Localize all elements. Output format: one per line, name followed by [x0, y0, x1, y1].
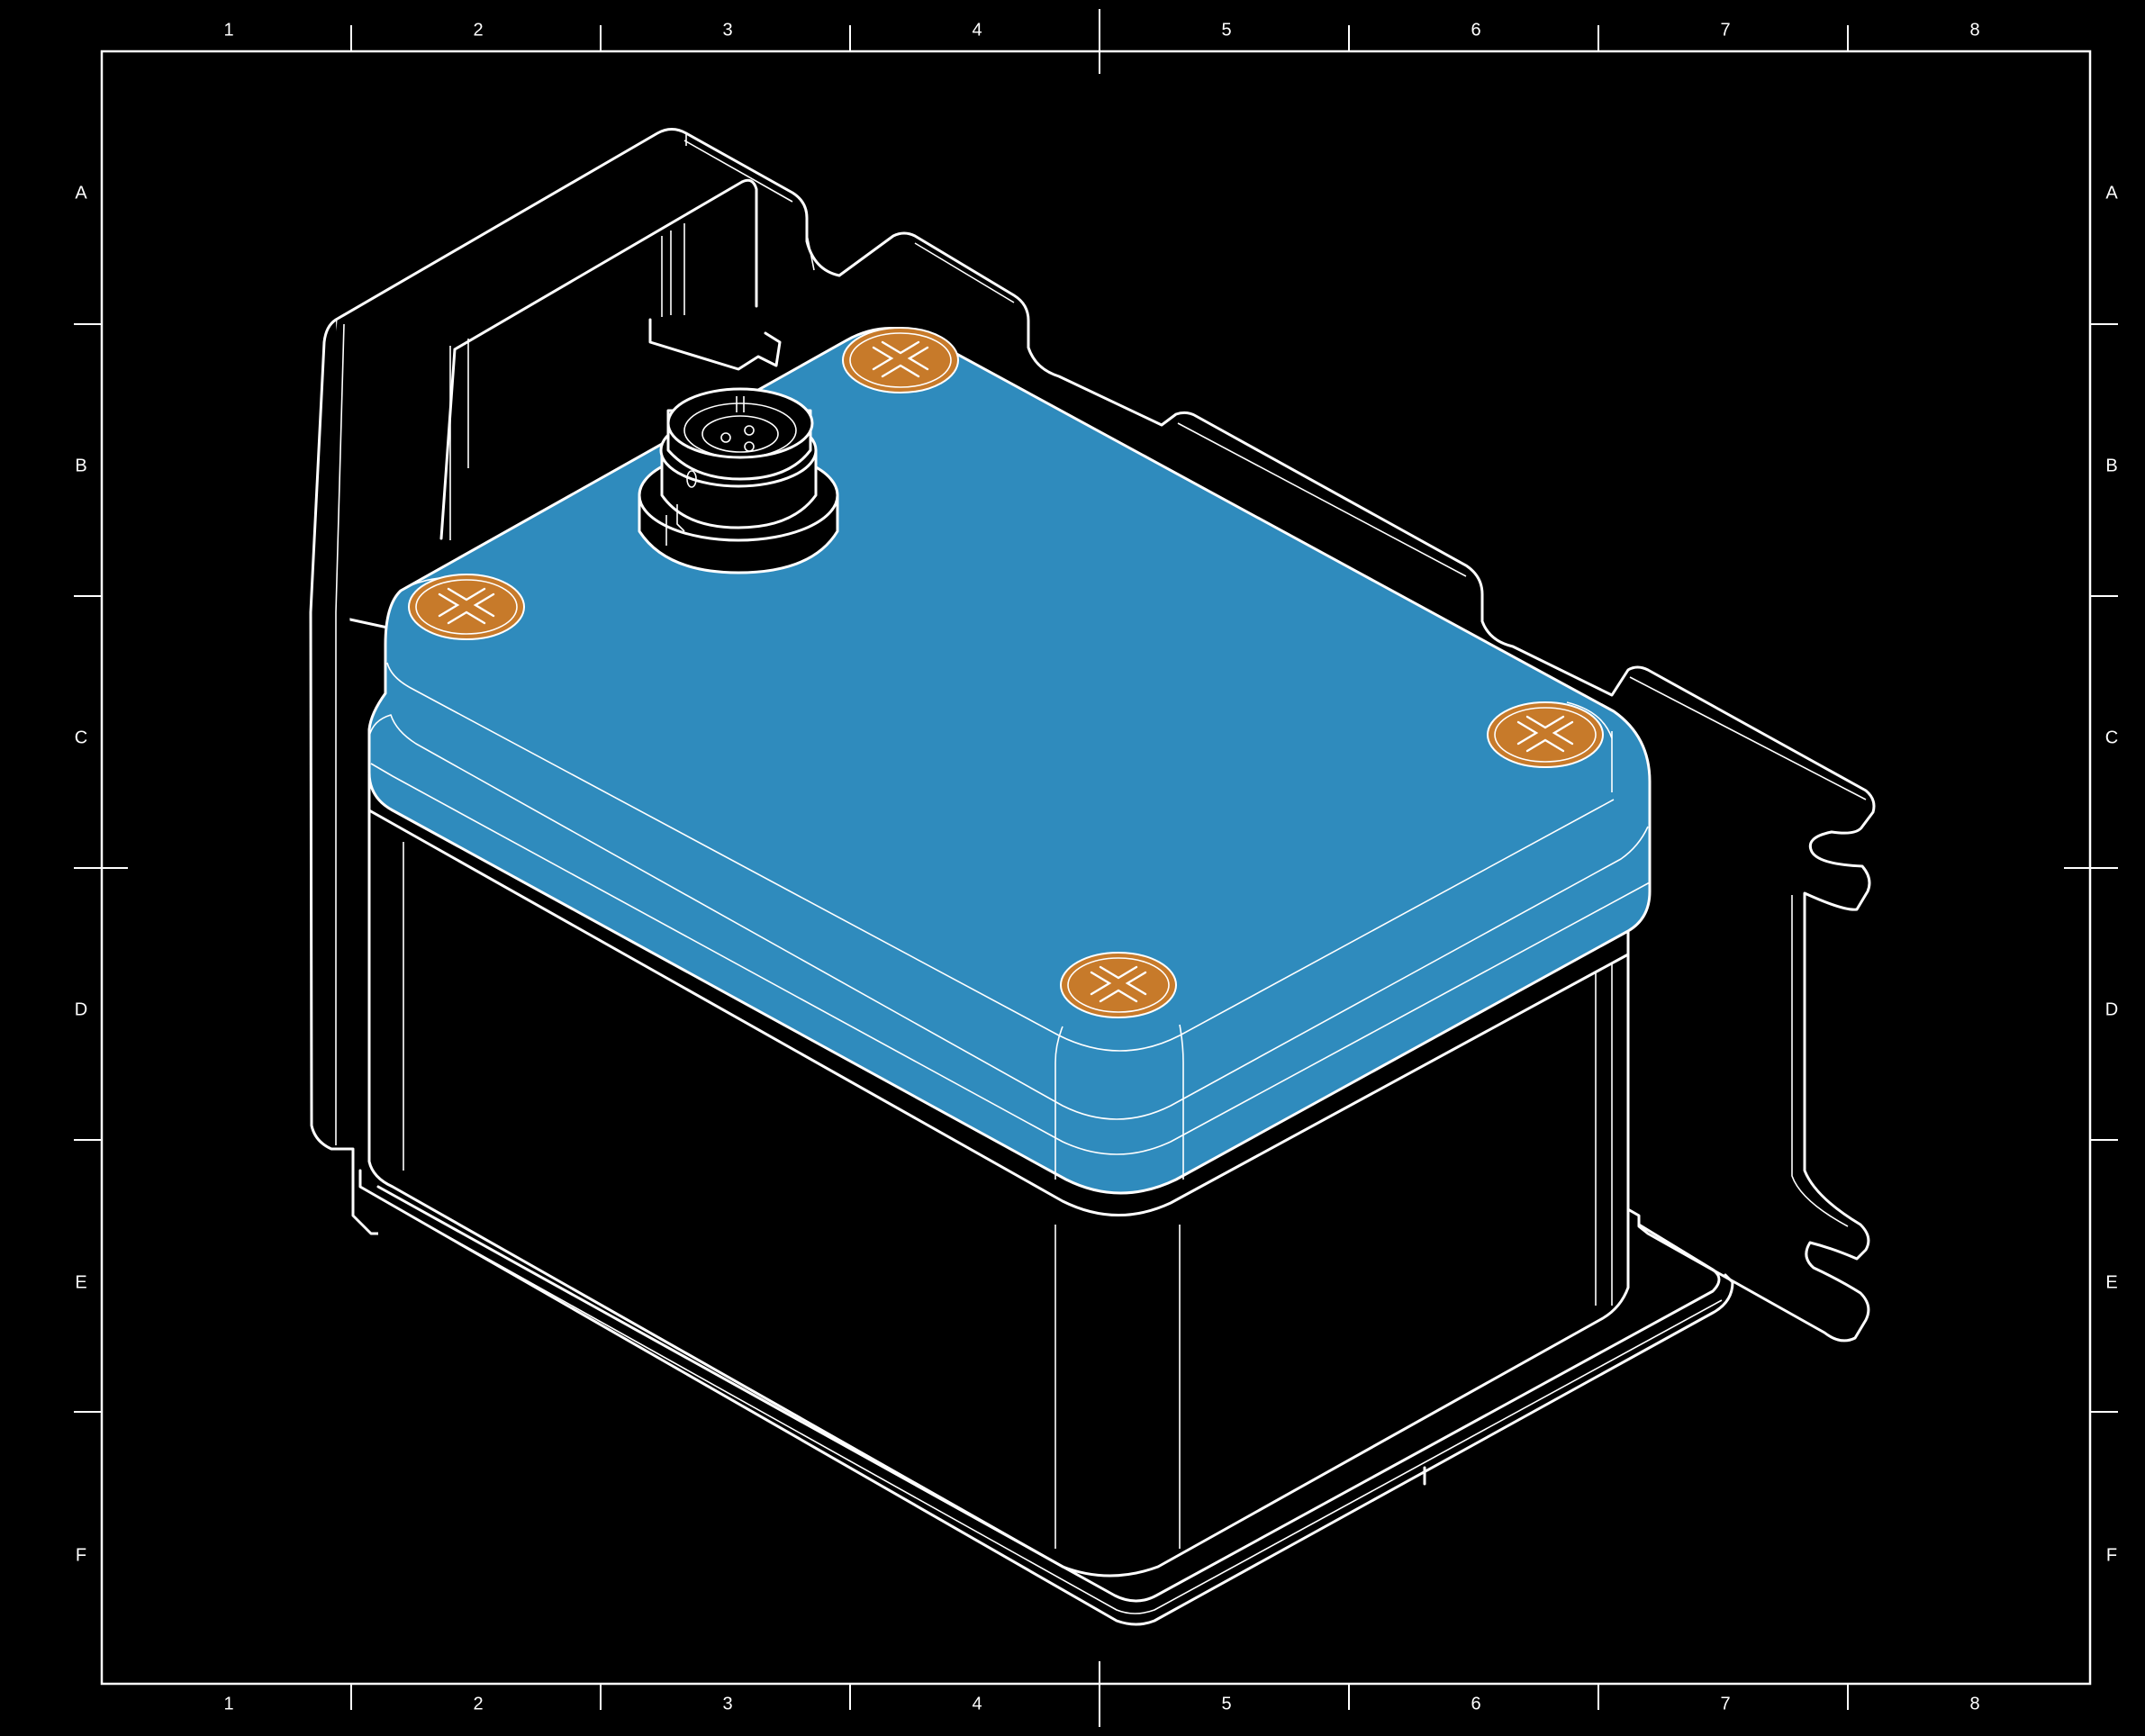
row-label: B [2105, 456, 2118, 476]
row-label: F [75, 1545, 87, 1566]
col-label: 8 [1969, 20, 1980, 41]
col-label: 4 [972, 20, 982, 41]
screw-head-icon [1488, 702, 1603, 767]
col-label: 3 [722, 20, 733, 41]
screw-head-icon [843, 328, 958, 393]
col-label: 8 [1969, 1694, 1980, 1714]
row-label: A [2105, 183, 2118, 203]
zone-columns-top [223, 20, 1979, 40]
circular-connector [639, 389, 837, 573]
col-label: 7 [1720, 20, 1731, 41]
col-label: 5 [1221, 1694, 1232, 1714]
row-label: E [75, 1272, 87, 1293]
row-label: F [2105, 1545, 2118, 1566]
row-label: A [75, 183, 87, 203]
col-label: 1 [223, 20, 234, 41]
col-label: 4 [972, 1694, 982, 1714]
row-label: C [2104, 728, 2119, 748]
col-label: 2 [473, 1694, 484, 1714]
zone-rows-right [2105, 183, 2119, 1565]
col-label: 1 [223, 1694, 234, 1714]
row-label: C [74, 728, 88, 748]
col-label: 3 [722, 1694, 733, 1714]
screw-head-icon [409, 574, 524, 639]
zone-rows-left [75, 183, 88, 1565]
row-label: B [75, 456, 87, 476]
col-label: 7 [1720, 1694, 1731, 1714]
zone-columns-bottom [223, 1694, 1979, 1713]
row-label: D [74, 999, 88, 1020]
col-label: 6 [1471, 1694, 1481, 1714]
row-label: D [2104, 999, 2119, 1020]
screw-head-icon [1061, 953, 1176, 1017]
col-label: 5 [1221, 20, 1232, 41]
row-label: E [2105, 1272, 2118, 1293]
col-label: 6 [1471, 20, 1481, 41]
col-label: 2 [473, 20, 484, 41]
